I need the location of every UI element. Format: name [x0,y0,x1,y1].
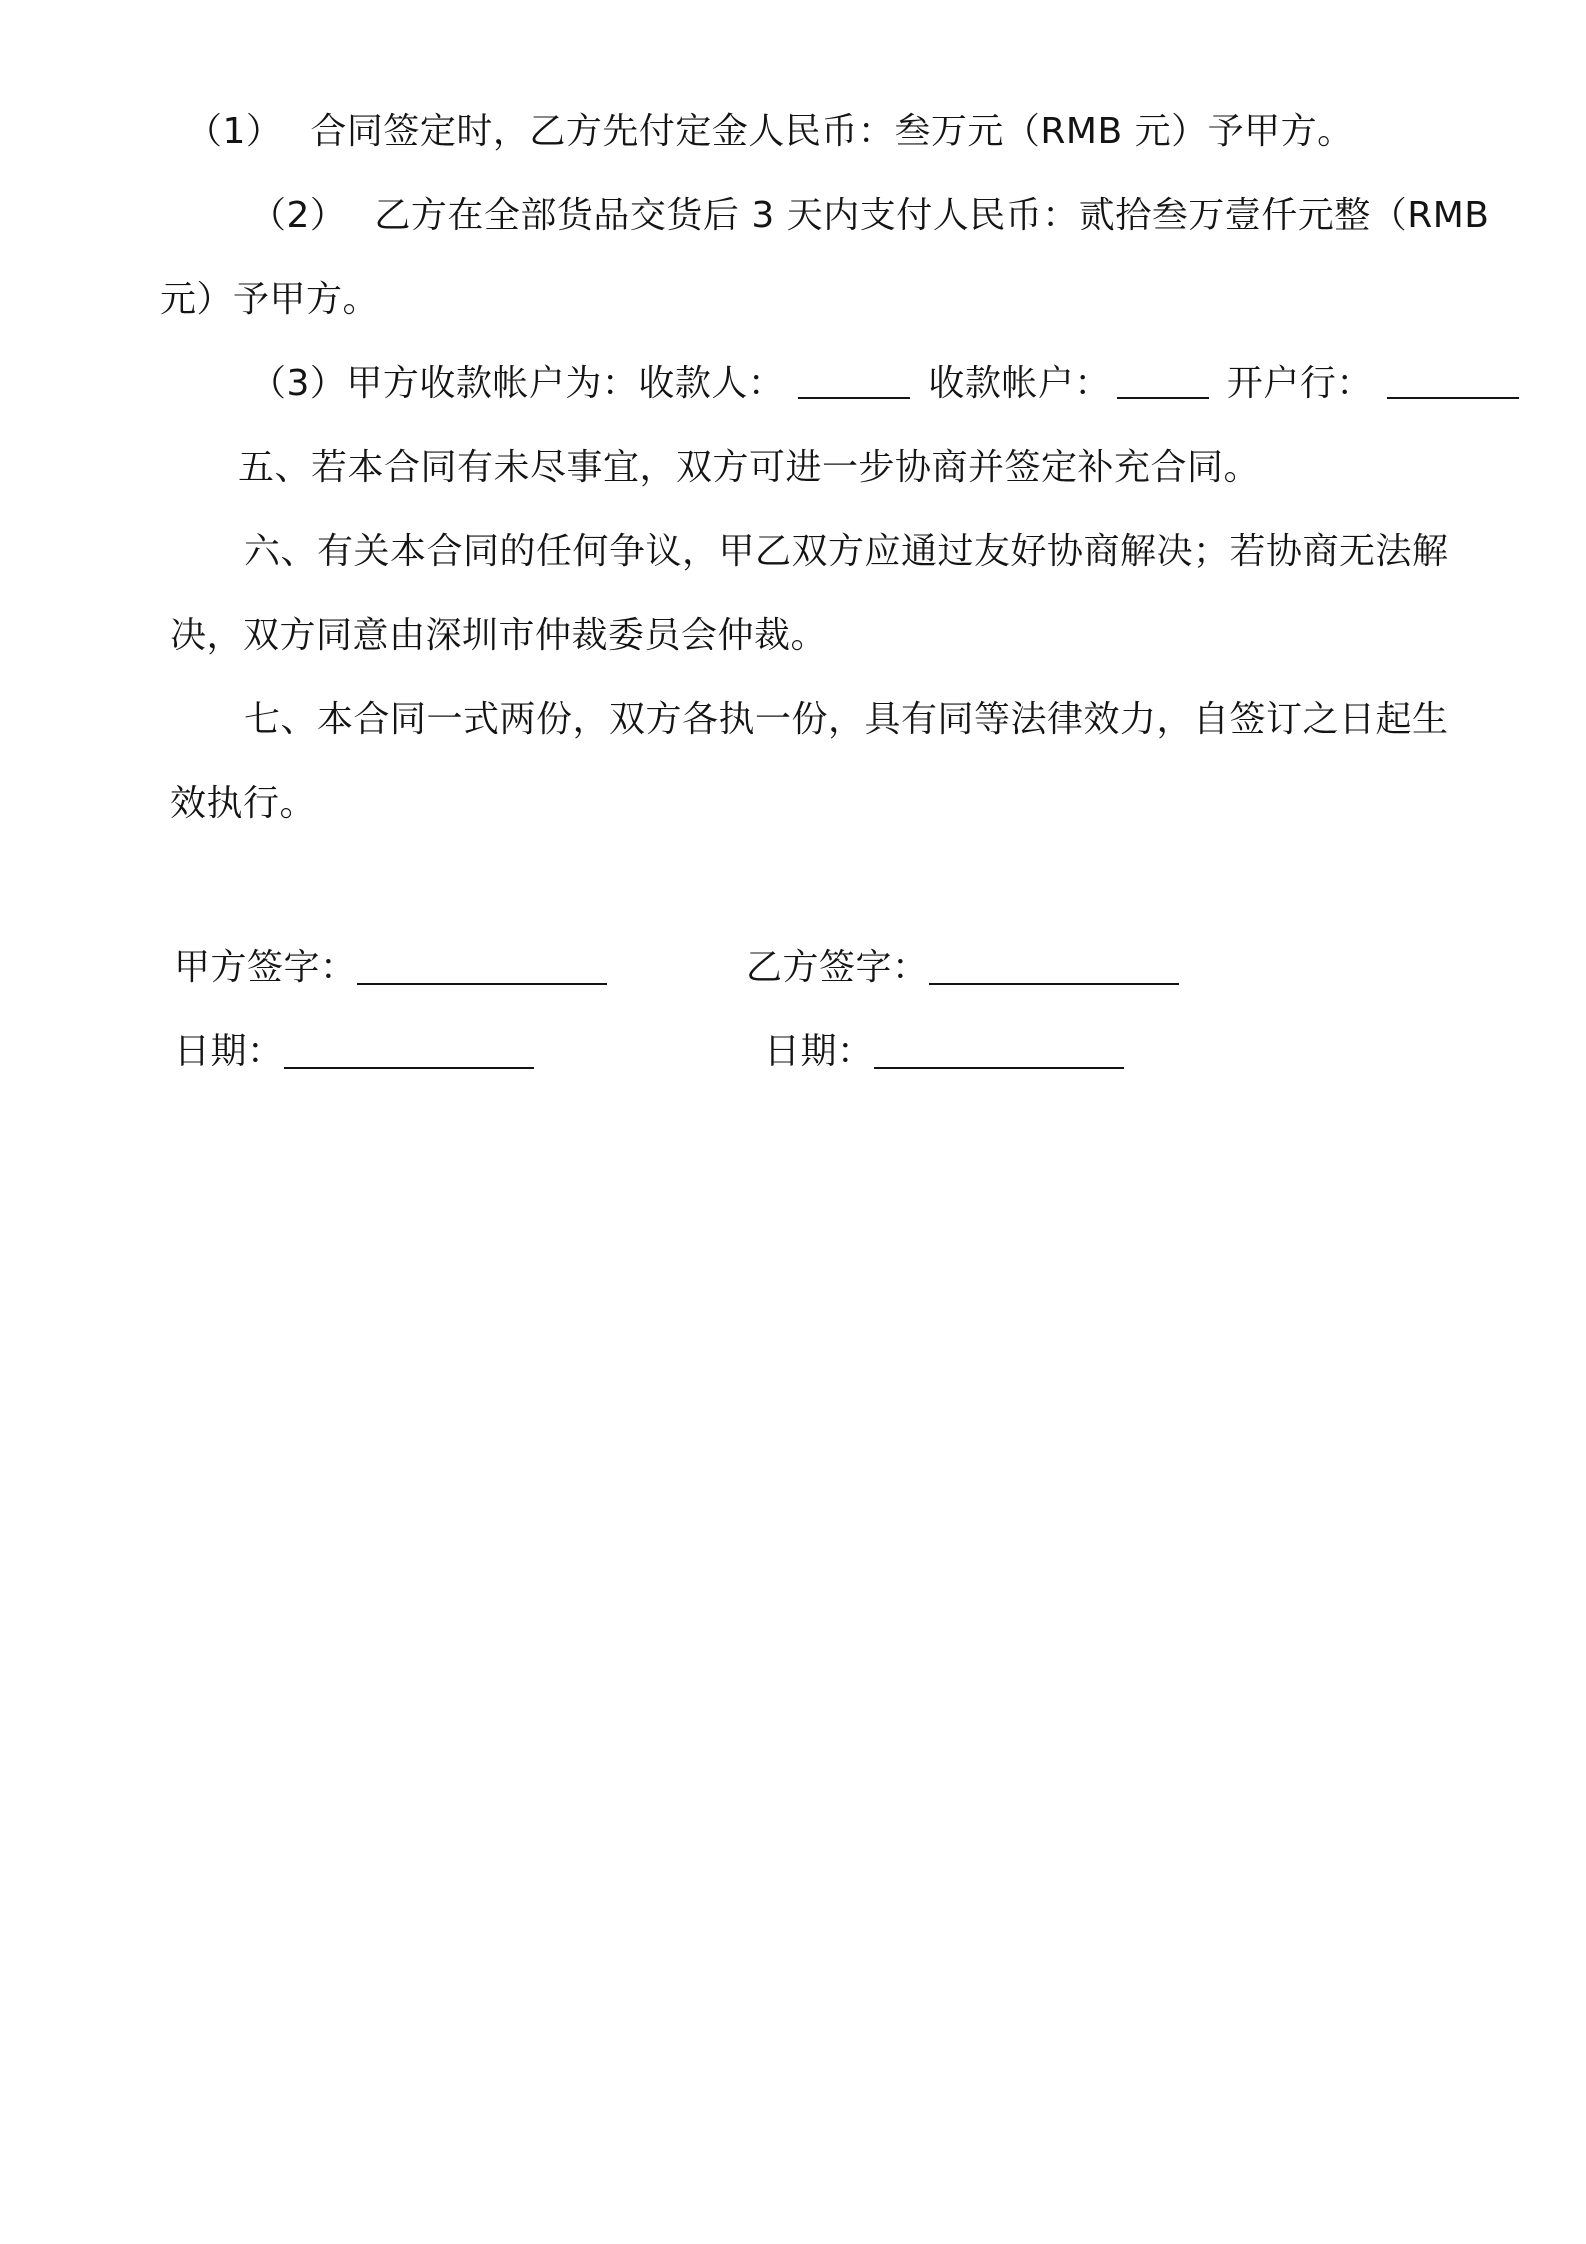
party-a-date-label: 日期： [174,1031,284,1072]
payment-item-1 [186,110,1354,154]
payment-item-2-continued [160,278,379,322]
payment-item-2 [250,194,1489,238]
bank-label: 开户行： [1226,363,1373,404]
bank-blank[interactable] [1387,367,1519,399]
clause-seven-line1: 七、本合同一式两份，双方各执一份，具有同等法律效力，自签订之日起生 [244,699,1449,740]
account-blank[interactable] [1117,367,1209,399]
clause-seven [244,698,1449,742]
clause-five [238,446,1260,490]
party-a-date-blank[interactable] [284,1037,534,1069]
clause-six-line1: 六、有关本合同的任何争议，甲乙双方应通过友好协商解决；若协商无法解 [244,531,1449,572]
item-1-number: （1） [186,111,283,152]
payee-blank[interactable] [798,367,910,399]
clause-seven-line2: 效执行。 [170,783,317,824]
item-2-text-line1: 乙方在全部货品交货后 3 天内支付人民币：贰拾叁万壹仟元整（RMB [374,195,1490,236]
clause-six-continued [170,614,827,658]
party-b-date-label: 日期： [764,1031,874,1072]
party-b-signature-blank[interactable] [929,953,1179,985]
account-label: 收款帐户： [928,363,1111,404]
party-a-signature-label: 甲方签字： [174,947,357,988]
clause-seven-continued [170,782,316,826]
party-b-signature [746,946,1179,990]
item-2-text-line2: 元）予甲方。 [160,279,380,320]
party-b-signature-label: 乙方签字： [746,947,929,988]
party-a-date [174,1030,534,1074]
payment-item-3 [250,362,1519,406]
party-a-signature [174,946,607,990]
party-a-signature-blank[interactable] [357,953,607,985]
item-1-text: 合同签定时，乙方先付定金人民币：叁万元（RMB 元）予甲方。 [310,111,1354,152]
party-b-date [764,1030,1124,1074]
clause-six-line2: 决，双方同意由深圳市仲裁委员会仲裁。 [170,615,828,656]
party-b-date-blank[interactable] [874,1037,1124,1069]
clause-five-text: 五、若本合同有未尽事宜，双方可进一步协商并签定补充合同。 [238,447,1261,488]
item-2-number: （2） [250,195,347,236]
clause-six [244,530,1449,574]
item-3-prefix: （3）甲方收款帐户为：收款人： [250,363,785,404]
